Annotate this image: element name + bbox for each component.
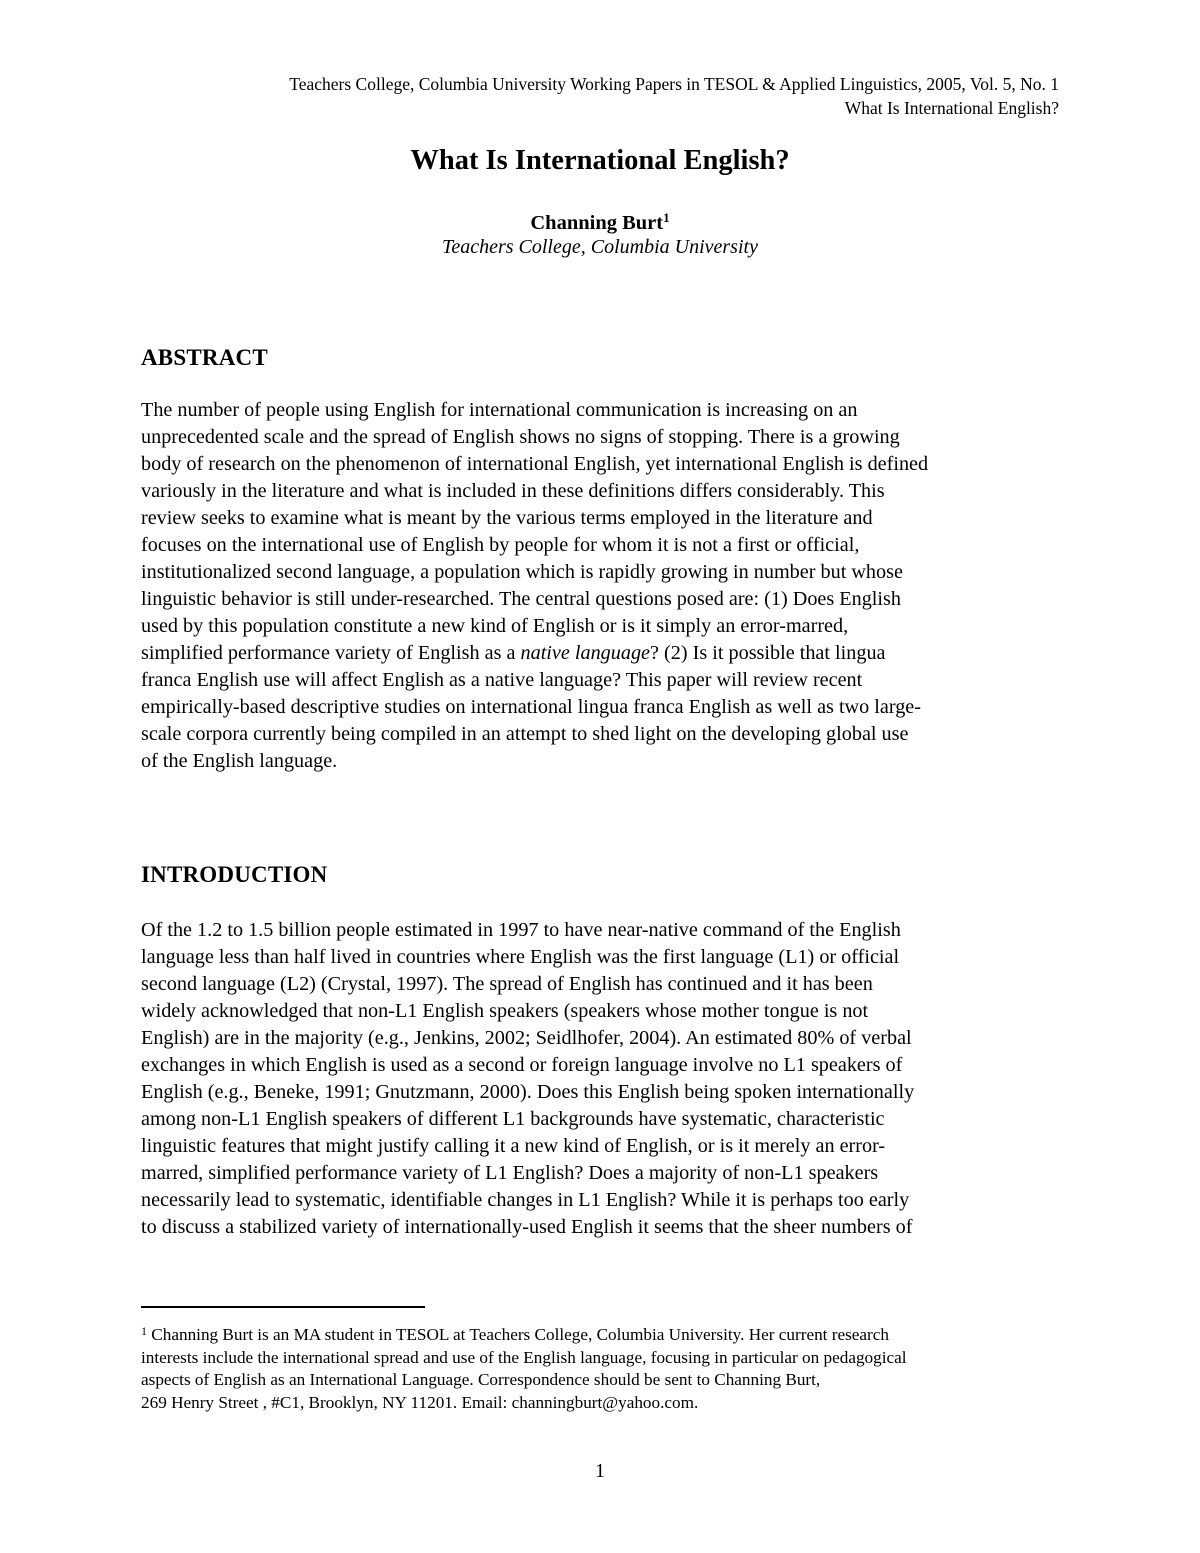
introduction-line: among non-L1 English speakers of different L1 backgrounds have systematic, characteristic [141,1108,885,1130]
abstract-line: body of research on the phenomenon of international English, yet international English is defined [141,453,929,475]
footnote-line [141,1320,1061,1347]
introduction-body [141,917,1061,1241]
abstract-line: institutionalized second language, a population which is rapidly growing in number but whose [141,561,903,583]
abstract-line: scale corpora currently being compiled in an attempt to shed light on the developing global use [141,723,909,745]
footnote-marker: 1 [141,1324,147,1338]
abstract-line: empirically-based descriptive studies on international lingua franca English as well as two large- [141,696,921,718]
abstract-heading: ABSTRACT [141,345,268,370]
introduction-line: marred, simplified performance variety of L1 English? Does a majority of non-L1 speakers [141,1162,879,1184]
author-affiliation: Teachers College, Columbia University [442,236,758,258]
introduction-line: necessarily lead to systematic, identifiable changes in L1 English? While it is perhaps too early [141,1189,910,1211]
introduction-line: Of the 1.2 to 1.5 billion people estimated in 1997 to have near-native command of the English [141,919,901,941]
abstract-line: The number of people using English for international communication is increasing on an [141,399,858,421]
abstract-line: unprecedented scale and the spread of English shows no signs of stopping. There is a growing [141,426,900,448]
introduction-line: second language (L2) (Crystal, 1997). The spread of English has continued and it has been [141,973,873,995]
abstract-line: franca English use will affect English as a native language? This paper will review recent [141,669,863,691]
abstract-line [141,640,1061,667]
paper-title: What Is International English? [410,145,790,176]
author-line [0,205,1200,236]
introduction-line: language less than half lived in countries where English was the first language (L1) or official [141,946,900,968]
running-header-title: What Is International English? [844,98,1059,118]
introduction-line: to discuss a stabilized variety of internationally-used English it seems that the sheer numbers of [141,1216,913,1238]
running-header-journal: Teachers College, Columbia University Working Papers in TESOL & Applied Linguistics, 2005, Vol. 5, No. 1 [289,74,1059,94]
abstract-line: variously in the literature and what is included in these definitions differs considerably. This [141,480,885,502]
footnote [141,1320,1061,1414]
author-name: Channing Burt [530,212,664,234]
introduction-line: English (e.g., Beneke, 1991; Gnutzmann, 2000). Does this English being spoken internationally [141,1081,915,1103]
running-header [289,72,1059,120]
abstract-line: linguistic behavior is still under-researched. The central questions posed are: (1) Does English [141,588,901,610]
author-footnote-marker: 1 [663,210,670,225]
abstract-italic-term: native language [520,642,651,664]
footnote-divider [141,1306,425,1308]
abstract-body [141,397,1061,775]
footnote-line: aspects of English as an International Language. Correspondence should be sent to Channing Burt, [141,1370,821,1389]
introduction-line: linguistic features that might justify calling it a new kind of English, or is it merely an error- [141,1135,886,1157]
page-number: 1 [595,1460,605,1482]
abstract-text: ? (2) Is it possible that lingua [650,642,886,664]
abstract-text: simplified performance variety of English as a [141,642,521,664]
footnote-line: 269 Henry Street , #C1, Brooklyn, NY 11201. Email: channingburt@yahoo.com. [141,1392,699,1412]
introduction-line: exchanges in which English is used as a second or foreign language involve no L1 speakers of [141,1054,903,1076]
footnote-text: Channing Burt is an MA student in TESOL at Teachers College, Columbia University. Her current research [147,1325,889,1344]
footnote-line: interests include the international spread and use of the English language, focusing in particular on pedagogical [141,1347,907,1367]
abstract-line: of the English language. [141,750,338,772]
abstract-line: focuses on the international use of English by people for whom it is not a first or official, [141,534,860,556]
introduction-line: English) are in the majority (e.g., Jenkins, 2002; Seidlhofer, 2004). An estimated 80% of verbal [141,1027,912,1049]
introduction-heading: INTRODUCTION [141,862,328,887]
introduction-line: widely acknowledged that non-L1 English speakers (speakers whose mother tongue is not [141,1000,869,1022]
abstract-line: review seeks to examine what is meant by the various terms employed in the literature and [141,507,873,529]
abstract-line: used by this population constitute a new kind of English or is it simply an error-marred, [141,615,849,637]
